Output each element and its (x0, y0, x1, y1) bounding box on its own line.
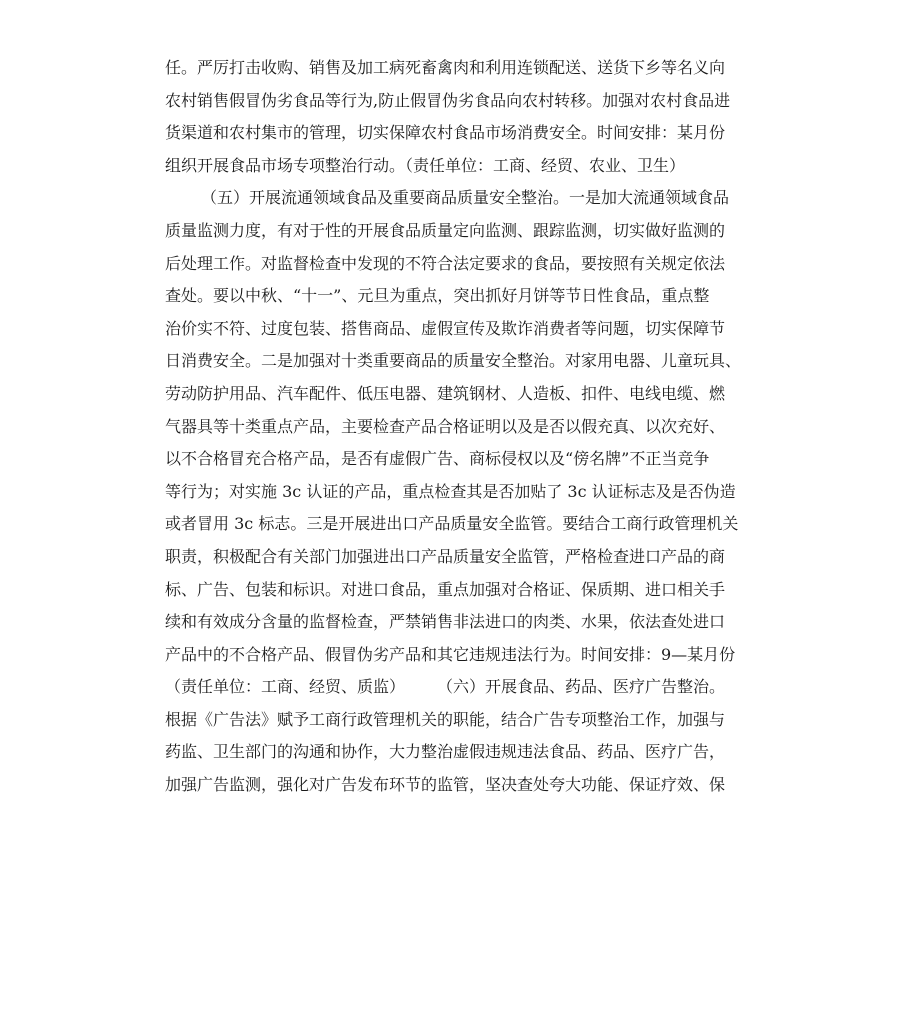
text-line: 药监、卫生部门的沟通和协作，大力整治虚假违规违法食品、药品、医疗广告， (165, 742, 726, 762)
text-line: 质量监测力度，有对于性的开展食品质量定向监测、跟踪监测，切实做好监测的 (165, 220, 726, 240)
text-line: 等行为；对实施 3c 认证的产品，重点检查其是否加贴了 3c 认证标志及是否伪造 (165, 481, 736, 501)
text-line: （责任单位：工商、经贸、质监） （六）开展食品、药品、医疗广告整治。 (165, 677, 726, 697)
text-line: 后处理工作。对监督检查中发现的不符合法定要求的食品，要按照有关规定依法 (165, 253, 726, 273)
text-line: 或者冒用 3c 标志。三是开展进出口产品质量安全监管。要结合工商行政管理机关 (165, 514, 739, 534)
text-line: 劳动防护用品、汽车配件、低压电器、建筑钢材、人造板、扣件、电线电缆、燃 (165, 383, 726, 403)
text-line: 以不合格冒充合格产品，是否有虚假广告、商标侵权以及“傍名牌”不正当竞争 (165, 449, 710, 469)
body-text (165, 52, 765, 802)
text-line: 气器具等十类重点产品，主要检查产品合格证明以及是否以假充真、以次充好、 (165, 416, 726, 436)
text-line: 货渠道和农村集市的管理，切实保障农村食品市场消费安全。时间安排：某月份 (165, 123, 726, 143)
text-line: 续和有效成分含量的监督检查，严禁销售非法进口的肉类、水果，依法查处进口 (165, 612, 726, 632)
text-line: 组织开展食品市场专项整治行动。（责任单位：工商、经贸、农业、卫生） (165, 155, 686, 175)
text-line: 任。严厉打击收购、销售及加工病死畜禽肉和利用连锁配送、送货下乡等名义向 (165, 58, 726, 77)
text-line: 职责，积极配合有关部门加强进出口产品质量安全监管，严格检查进口产品的商 (165, 546, 726, 566)
text-line: 治价实不符、过度包装、搭售商品、虚假宣传及欺诈消费者等问题，切实保障节 (165, 318, 726, 338)
text-line: 日消费安全。二是加强对十类重要商品的质量安全整治。对家用电器、儿童玩具、 (165, 351, 742, 371)
text-line: 产品中的不合格产品、假冒伪劣产品和其它违规违法行为。时间安排：9—某月份 (165, 644, 736, 664)
text-line: 加强广告监测，强化对广告发布环节的监管，坚决查处夸大功能、保证疗效、保 (165, 775, 726, 795)
text-line: 农村销售假冒伪劣食品等行为,防止假冒伪劣食品向农村转移。加强对农村食品进 (165, 90, 731, 110)
text-line: 标、广告、包装和标识。对进口食品，重点加强对合格证、保质期、进口相关手 (165, 579, 726, 599)
text-line: 查处。要以中秋、“十一”、元旦为重点，突出抓好月饼等节日性食品，重点整 (165, 286, 710, 306)
text-line: （五）开展流通领域食品及重要商品质量安全整治。一是加大流通领域食品 (201, 188, 730, 208)
text-line: 根据《广告法》赋予工商行政管理机关的职能，结合广告专项整治工作，加强与 (165, 709, 726, 729)
